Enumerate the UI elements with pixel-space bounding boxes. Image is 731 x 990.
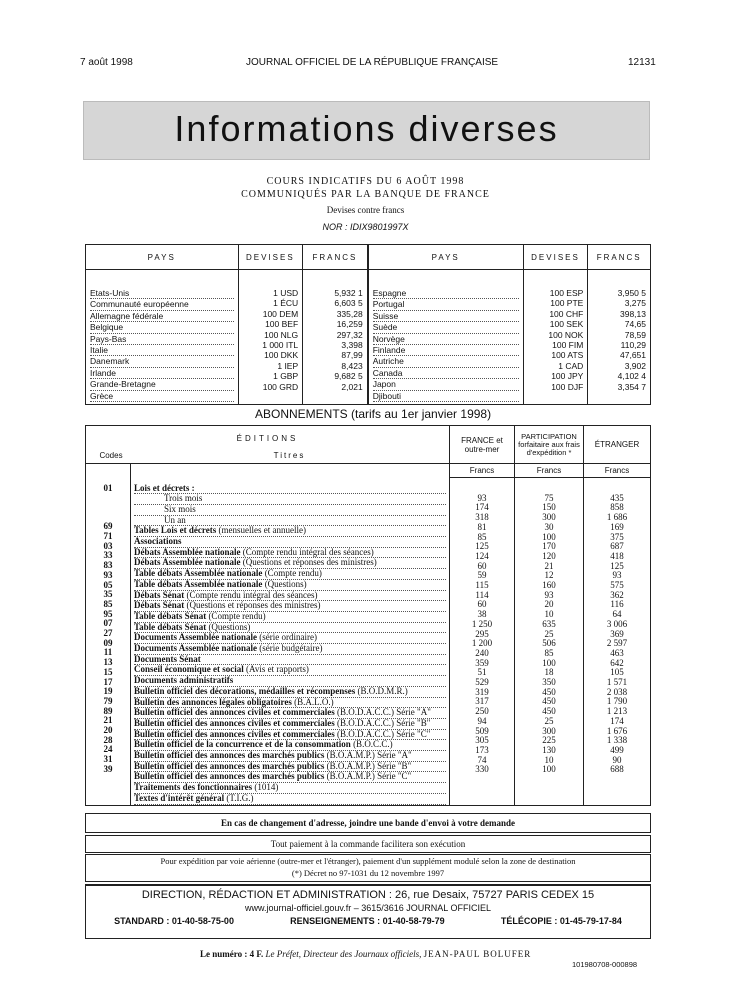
rate-value: 5,932 1 <box>334 288 363 298</box>
price-participation: 10 <box>544 754 554 765</box>
price-participation: 225 <box>542 735 556 746</box>
price-etranger: 375 <box>610 531 624 542</box>
rate-value: 4,102 4 <box>617 371 646 382</box>
footer-signature <box>200 949 531 959</box>
price-participation: 93 <box>544 589 554 600</box>
price-participation: 160 <box>542 580 556 591</box>
edition-title: Débats Assemblée nationale (Questions et réponses des ministres) <box>134 558 446 569</box>
price-etranger: 174 <box>610 715 624 726</box>
price-france: 359 <box>475 657 489 668</box>
price-participation: 130 <box>542 744 556 755</box>
rate-value: 8,423 <box>341 360 363 371</box>
price-france: 115 <box>475 580 489 591</box>
country-name: Irlande <box>90 368 234 379</box>
currency-code: 100 FIM <box>552 340 584 351</box>
currency-code: 1 ÉCU <box>273 298 299 309</box>
edition-title: Documents administratifs <box>134 676 446 687</box>
price-participation: 450 <box>542 696 556 707</box>
price-france: 60 <box>477 599 487 610</box>
note-aerienne-box <box>85 854 651 882</box>
edition-title: Débats Sénat (Questions et réponses des ministres) <box>134 601 446 612</box>
edition-code: 03 <box>103 540 113 551</box>
country-name: Allemagne fédérale <box>90 311 234 322</box>
price-etranger: 418 <box>610 550 624 561</box>
edition-title: Lois et décrets : <box>134 484 446 495</box>
price-etranger: 1 571 <box>606 677 628 688</box>
currency-code: 100 NOK <box>548 329 584 340</box>
editions-label: ÉDITIONS <box>236 434 299 443</box>
price-etranger: 125 <box>610 560 624 571</box>
price-france: 250 <box>475 706 489 717</box>
edition-title: Traitements des fonctionnaires (1014) <box>134 783 446 794</box>
edition-code: 71 <box>103 531 113 542</box>
price-etranger: 362 <box>610 589 624 600</box>
currency-code: 100 CHF <box>549 308 584 319</box>
edition-title: Bulletin officiel des annonces civiles et commerciales (B.O.D.A.C.C.) Série "C" <box>134 730 446 741</box>
abonnements-table <box>85 425 651 806</box>
currency-code: 100 PTE <box>550 298 584 309</box>
price-participation: 350 <box>542 677 556 688</box>
unit-etranger: Francs <box>584 464 651 478</box>
edition-code: 89 <box>103 705 113 716</box>
price-etranger: 858 <box>610 502 624 513</box>
cours-subtitle: COMMUNIQUÉS PAR LA BANQUE DE FRANCE <box>241 189 490 200</box>
price-participation: 170 <box>542 541 556 552</box>
currency-code: 100 BEF <box>265 319 299 330</box>
price-france: 59 <box>477 570 487 581</box>
price-etranger: 435 <box>610 492 624 503</box>
edition-title: Un an <box>134 516 446 527</box>
edition-code: 33 <box>103 550 113 561</box>
price-participation: 25 <box>544 628 554 639</box>
price-etranger: 688 <box>610 764 624 775</box>
price-france: 240 <box>475 647 489 658</box>
price-france: 330 <box>475 764 489 775</box>
price-participation: 100 <box>542 764 556 775</box>
price-etranger: 93 <box>612 570 622 581</box>
note-paiement: Tout paiement à la commande facilitera son exécution <box>85 835 651 853</box>
price-participation: 10 <box>544 609 554 620</box>
price-etranger: 499 <box>610 744 624 755</box>
footer-box <box>85 884 651 939</box>
blank-cell <box>86 464 131 478</box>
currency-code: 100 NLG <box>264 329 299 340</box>
col-france: FRANCE et outre-mer <box>450 426 515 464</box>
right-pays-cell <box>368 270 523 405</box>
footer-name: JEAN-PAUL BOLUFER <box>423 949 532 959</box>
price-etranger: 463 <box>610 647 624 658</box>
price-participation: 85 <box>544 647 554 658</box>
price-participation: 100 <box>542 531 556 542</box>
edition-title: Associations <box>134 537 446 548</box>
footer-code: 101980708-000898 <box>572 960 638 969</box>
cours-devises: Devises contre francs <box>326 205 405 215</box>
rate-value: 297,32 <box>336 329 363 340</box>
edition-code: 01 <box>103 482 113 493</box>
price-france: 509 <box>475 725 489 736</box>
titres-column <box>131 478 450 806</box>
rate-value: 74,65 <box>624 319 646 330</box>
price-etranger: 2 038 <box>606 686 628 697</box>
price-etranger: 369 <box>610 628 624 639</box>
col-etranger: ÉTRANGER <box>594 440 640 449</box>
edition-title: Tables Lois et décrets (mensuelles et annuelle) <box>134 526 446 537</box>
currency-code: 1 IEP <box>277 360 299 371</box>
currency-code: 100 DJF <box>551 381 584 392</box>
rate-value: 3,275 <box>624 298 646 309</box>
country-name: Autriche <box>373 356 519 367</box>
col-devises-2: DEVISES <box>523 245 588 270</box>
price-france: 38 <box>477 609 487 620</box>
rate-value: 9,682 5 <box>334 371 363 382</box>
price-participation: 12 <box>544 570 554 581</box>
price-etranger: 90 <box>612 754 622 765</box>
currency-code: 1 USD <box>273 288 299 298</box>
footer-numero: Le numéro : 4 F. <box>200 949 264 959</box>
edition-title: Bulletin officiel des annonces des marchés publics (B.O.A.M.P.) Série "C" <box>134 772 446 783</box>
rate-value: 87,99 <box>341 350 363 361</box>
edition-title: Six mois <box>134 505 446 516</box>
rate-value: 3,398 <box>341 340 363 351</box>
currency-code: 100 JPY <box>551 371 584 382</box>
edition-code: 28 <box>103 734 113 745</box>
price-participation: 25 <box>544 715 554 726</box>
edition-code: 24 <box>103 744 113 755</box>
price-etranger: 1 213 <box>606 706 628 717</box>
footer-direction: DIRECTION, RÉDACTION ET ADMINISTRATION : 26, rue Desaix, 75727 PARIS CEDEX 15 <box>141 889 595 901</box>
price-france: 173 <box>475 744 489 755</box>
edition-code: 93 <box>103 569 113 580</box>
country-name: Portugal <box>373 299 519 310</box>
price-participation: 635 <box>542 618 556 629</box>
country-name: Grèce <box>90 391 234 402</box>
footer-telecopie: TÉLÉCOPIE : 01-45-79-17-84 <box>500 916 622 926</box>
price-etranger: 575 <box>610 580 624 591</box>
edition-code: 11 <box>103 647 113 658</box>
edition-title: Table débats Sénat (Questions) <box>134 623 446 634</box>
country-name: Belgique <box>90 322 234 333</box>
blank-cell-2 <box>131 464 450 478</box>
right-francs-cell <box>588 270 651 405</box>
currency-table <box>85 244 651 405</box>
left-devises-cell <box>238 270 303 405</box>
country-name: Djibouti <box>373 391 519 402</box>
price-participation: 300 <box>542 512 556 523</box>
price-participation: 450 <box>542 686 556 697</box>
price-etranger: 169 <box>610 521 624 532</box>
edition-title: Bulletin officiel de la concurrence et de la consommation (B.O.C.C.) <box>134 740 446 751</box>
edition-title: Documents Assemblée nationale (série ordinaire) <box>134 633 446 644</box>
rate-value: 110,29 <box>620 340 646 351</box>
country-name: Espagne <box>373 288 519 299</box>
currency-code: 1 GBP <box>273 371 299 382</box>
price-france: 81 <box>477 521 487 532</box>
rate-value: 47,651 <box>620 350 646 361</box>
price-etranger: 1 790 <box>606 696 628 707</box>
edition-code: 07 <box>103 618 113 629</box>
price-etranger: 687 <box>610 541 624 552</box>
edition-code: 39 <box>103 763 113 774</box>
price-participation: 20 <box>544 599 554 610</box>
currency-code: 100 DKK <box>264 350 299 361</box>
edition-title: Conseil économique et social (Avis et rapports) <box>134 665 446 676</box>
currency-code: 100 ESP <box>549 288 584 298</box>
currency-code: 1 000 ITL <box>262 340 299 351</box>
col-editions <box>86 426 450 464</box>
left-pays-cell <box>86 270 239 405</box>
edition-title: Bulletin officiel des décorations, médailles et récompenses (B.O.D.M.R.) <box>134 687 446 698</box>
price-france: 74 <box>477 754 487 765</box>
price-france: 125 <box>475 541 489 552</box>
participation-column <box>515 478 584 806</box>
edition-code: 27 <box>103 628 113 639</box>
col-francs-2: FRANCS <box>588 245 651 270</box>
edition-code: 17 <box>103 676 113 687</box>
country-name: Japon <box>373 379 519 390</box>
country-name: Pays-Bas <box>90 334 234 345</box>
edition-code: 85 <box>103 598 113 609</box>
edition-title: Débats Sénat (Compte rendu intégral des séances) <box>134 591 446 602</box>
titres-label: Titres <box>273 451 306 460</box>
edition-code: 05 <box>103 579 113 590</box>
note-changement: En cas de changement d'adresse, joindre une bande d'envoi à votre demande <box>85 813 651 833</box>
edition-title: Documents Assemblée nationale (série budgétaire) <box>134 644 446 655</box>
edition-title: Table débats Assemblée nationale (Compte rendu) <box>134 569 446 580</box>
country-name: Grande-Bretagne <box>90 379 234 390</box>
header-date: 7 août 1998 <box>80 57 133 68</box>
price-france: 317 <box>475 696 489 707</box>
col-francs: FRANCS <box>303 245 368 270</box>
cours-nor: NOR : IDIX9801997X <box>322 222 409 232</box>
abonnements-title: ABONNEMENTS (tarifs au 1er janvier 1998) <box>255 407 492 421</box>
country-name: Norvège <box>373 334 519 345</box>
currency-code: 100 ATS <box>551 350 584 361</box>
edition-code: 69 <box>103 521 113 532</box>
price-france: 1 250 <box>471 618 493 629</box>
right-devises-cell <box>523 270 588 405</box>
currency-code: 100 SEK <box>549 319 584 330</box>
price-france: 94 <box>477 715 487 726</box>
price-etranger: 1 338 <box>606 735 628 746</box>
edition-title: Documents Sénat <box>134 655 446 666</box>
codes-label: Codes <box>99 451 123 460</box>
note-decret: (*) Décret no 97-1031 du 12 novembre 1997 <box>291 868 445 878</box>
col-participation: PARTICIPATION forfaitaire aux frais d'expédition * <box>515 426 584 464</box>
rate-value: 78,59 <box>624 329 646 340</box>
edition-title: Bulletin des annonces légales obligatoires (B.A.L.O.) <box>134 698 446 709</box>
price-france: 174 <box>475 502 489 513</box>
price-france: 318 <box>475 512 489 523</box>
price-france: 114 <box>475 589 489 600</box>
rate-value: 2,021 <box>341 381 363 392</box>
rate-value: 16,259 <box>336 319 363 330</box>
col-pays: PAYS <box>86 245 239 270</box>
price-france: 60 <box>477 560 487 571</box>
left-francs-cell <box>303 270 368 405</box>
price-france: 85 <box>477 531 487 542</box>
unit-participation: Francs <box>515 464 584 478</box>
price-participation: 120 <box>542 550 556 561</box>
price-participation: 100 <box>542 657 556 668</box>
country-name: Danemark <box>90 356 234 367</box>
price-france: 1 200 <box>471 638 493 649</box>
edition-title: Bulletin officiel des annonces civiles et commerciales (B.O.D.A.C.C.) Série "B" <box>134 719 446 730</box>
currency-code: 100 DEM <box>262 308 299 319</box>
header-page-number: 12131 <box>628 57 656 68</box>
country-name: Communauté européenne <box>90 299 234 310</box>
price-etranger: 642 <box>610 657 624 668</box>
price-participation: 18 <box>544 667 554 678</box>
price-france: 529 <box>475 677 489 688</box>
edition-title: Table débats Assemblée nationale (Questions) <box>134 580 446 591</box>
price-france: 93 <box>477 492 487 503</box>
header-journal: JOURNAL OFFICIEL DE LA RÉPUBLIQUE FRANÇAISE <box>246 57 499 68</box>
price-participation: 21 <box>544 560 554 571</box>
footer-renseignements: RENSEIGNEMENTS : 01-40-58-79-79 <box>290 916 445 926</box>
edition-code: 95 <box>103 608 113 619</box>
price-etranger: 64 <box>612 609 622 620</box>
price-participation: 30 <box>544 521 554 532</box>
country-name: Canada <box>373 368 519 379</box>
price-etranger: 3 006 <box>606 618 628 629</box>
col-devises: DEVISES <box>238 245 303 270</box>
codes-column <box>86 478 131 806</box>
price-france: 295 <box>475 628 489 639</box>
price-france: 305 <box>475 735 489 746</box>
price-france: 124 <box>475 550 489 561</box>
section-title: Informations diverses <box>174 108 559 149</box>
edition-title: Textes d'intérêt général (T.I.G.) <box>134 794 446 805</box>
price-participation: 450 <box>542 706 556 717</box>
rate-value: 6,603 5 <box>334 298 363 309</box>
edition-code: 21 <box>103 715 113 726</box>
price-etranger: 1 676 <box>606 725 628 736</box>
edition-code: 35 <box>103 589 113 600</box>
edition-code: 15 <box>103 666 113 677</box>
edition-title: Bulletin officiel des annonces civiles et commerciales (B.O.D.A.C.C.) Série "A" <box>134 708 446 719</box>
footer-standard: STANDARD : 01-40-58-75-00 <box>114 916 234 926</box>
rate-value: 3,950 5 <box>617 288 646 298</box>
currency-code: 100 GRD <box>262 381 299 392</box>
rate-value: 398,13 <box>620 308 646 319</box>
edition-title: Bulletin officiel des annonces des marchés publics (B.O.A.M.P.) Série "B" <box>134 762 446 773</box>
footer-web: www.journal-officiel.gouv.fr – 3615/3616 JOURNAL OFFICIEL <box>245 903 491 913</box>
rate-value: 335,28 <box>336 308 363 319</box>
edition-code: 20 <box>103 725 113 736</box>
price-etranger: 2 597 <box>606 638 628 649</box>
france-column <box>450 478 515 806</box>
note-aerienne: Pour expédition par voie aérienne (outre-mer et l'étranger), paiement d'un supplément modulé selon la zone de destination <box>160 856 576 866</box>
price-etranger: 1 686 <box>606 512 628 523</box>
country-name: Finlande <box>373 345 519 356</box>
price-participation: 300 <box>542 725 556 736</box>
price-participation: 506 <box>542 638 556 649</box>
country-name: Suède <box>373 322 519 333</box>
edition-code: 13 <box>103 657 113 668</box>
price-france: 319 <box>475 686 489 697</box>
edition-code: 79 <box>103 695 113 706</box>
price-etranger: 105 <box>610 667 624 678</box>
edition-title: Trois mois <box>134 494 446 505</box>
edition-title: Débats Assemblée nationale (Compte rendu intégral des séances) <box>134 548 446 559</box>
cours-title: COURS INDICATIFS DU 6 AOÛT 1998 <box>266 176 465 187</box>
price-france: 51 <box>477 667 487 678</box>
price-participation: 150 <box>542 502 556 513</box>
etranger-column <box>584 478 651 806</box>
currency-code: 1 CAD <box>558 360 584 371</box>
country-name: Etats-Unis <box>90 288 234 299</box>
rate-value: 3,354 7 <box>617 381 646 392</box>
edition-title: Bulletin officiel des annonces des marchés publics (B.O.A.M.P.) Série "A" <box>134 751 446 762</box>
col-pays-2: PAYS <box>368 245 523 270</box>
price-etranger: 116 <box>610 599 624 610</box>
rate-value: 3,902 <box>624 360 646 371</box>
edition-code: 09 <box>103 637 113 648</box>
price-participation: 75 <box>544 492 554 503</box>
edition-code: 19 <box>103 686 113 697</box>
footer-prefet: Le Préfet, Directeur des Journaux officiels, <box>265 949 422 959</box>
country-name: Italie <box>90 345 234 356</box>
unit-france: Francs <box>450 464 515 478</box>
edition-code: 31 <box>103 754 113 765</box>
section-banner <box>83 101 650 160</box>
edition-title: Table débats Sénat (Compte rendu) <box>134 612 446 623</box>
country-name: Suisse <box>373 311 519 322</box>
edition-code: 83 <box>103 560 113 571</box>
